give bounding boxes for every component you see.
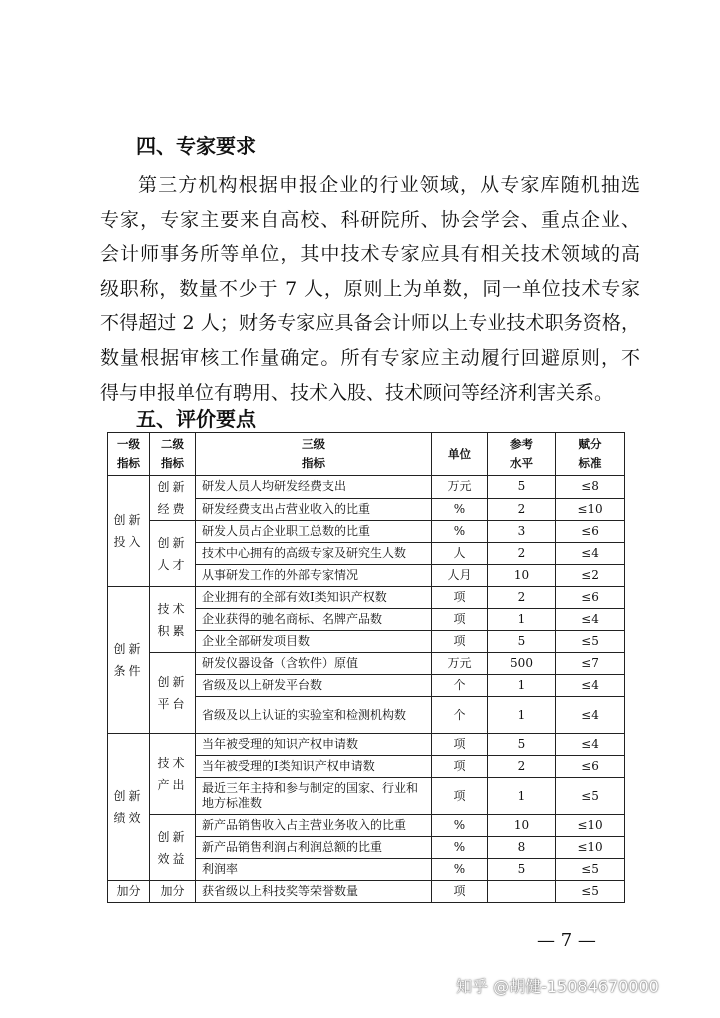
indicator-score: ≤6 bbox=[556, 756, 625, 778]
indicator-reference: 2 bbox=[488, 756, 556, 778]
table-row bbox=[108, 734, 625, 756]
indicator-name: 企业全部研发项目数 bbox=[196, 631, 432, 653]
indicator-name: 当年被受理的Ⅰ类知识产权申请数 bbox=[196, 756, 432, 778]
indicator-name: 研发经费支出占营业收入的比重 bbox=[196, 498, 432, 521]
indicator-score: ≤5 bbox=[556, 631, 625, 653]
paragraph-line: 数量根据审核工作量确定。所有专家应主动履行回避原则，不 bbox=[100, 346, 640, 369]
paragraph-line: 级职称，数量不少于 7 人，原则上为单数，同一单位技术专家 bbox=[100, 277, 640, 300]
level2-cell: 技术产出 bbox=[150, 734, 196, 815]
indicator-unit: 万元 bbox=[432, 476, 488, 499]
indicator-score: ≤10 bbox=[556, 815, 625, 837]
indicator-name: 当年被受理的知识产权申请数 bbox=[196, 734, 432, 756]
indicator-reference: 5 bbox=[488, 859, 556, 881]
level1-cell: 加分 bbox=[108, 881, 150, 903]
indicator-reference: 2 bbox=[488, 587, 556, 609]
indicator-unit: 个 bbox=[432, 675, 488, 697]
indicator-name: 研发人员占企业职工总数的比重 bbox=[196, 521, 432, 543]
indicator-score: ≤4 bbox=[556, 609, 625, 631]
indicator-score: ≤4 bbox=[556, 543, 625, 565]
indicator-unit: % bbox=[432, 837, 488, 859]
indicator-name: 研发仪器设备（含软件）原值 bbox=[196, 653, 432, 675]
table-row bbox=[108, 815, 625, 837]
header-score-standard: 赋分 标准 bbox=[556, 433, 625, 476]
indicator-reference: 5 bbox=[488, 631, 556, 653]
indicator-name: 企业获得的驰名商标、名牌产品数 bbox=[196, 609, 432, 631]
indicator-unit: 个 bbox=[432, 697, 488, 734]
indicator-name: 获省级以上科技奖等荣誉数量 bbox=[196, 881, 432, 903]
indicator-unit: 项 bbox=[432, 631, 488, 653]
level1-cell: 创新投入 bbox=[108, 476, 150, 587]
indicator-reference: 1 bbox=[488, 778, 556, 815]
indicator-score: ≤5 bbox=[556, 859, 625, 881]
paragraph-line: 专家，专家主要来自高校、科研院所、协会学会、重点企业、 bbox=[100, 208, 640, 231]
indicator-unit: 人 bbox=[432, 543, 488, 565]
indicator-reference: 5 bbox=[488, 476, 556, 499]
page-number: — 7 — bbox=[537, 930, 596, 951]
table-row bbox=[108, 521, 625, 543]
indicator-reference: 1 bbox=[488, 697, 556, 734]
level2-cell: 创新经费 bbox=[150, 476, 196, 521]
indicator-reference: 8 bbox=[488, 837, 556, 859]
indicator-unit: 项 bbox=[432, 587, 488, 609]
indicator-reference: 1 bbox=[488, 609, 556, 631]
indicator-score: ≤8 bbox=[556, 476, 625, 499]
level2-cell: 技术积累 bbox=[150, 587, 196, 653]
indicator-reference: 10 bbox=[488, 565, 556, 587]
indicator-score: ≤10 bbox=[556, 837, 625, 859]
section-heading-expert-requirements: 四、专家要求 bbox=[136, 134, 256, 158]
indicator-reference: 10 bbox=[488, 815, 556, 837]
level2-cell: 创新人才 bbox=[150, 521, 196, 587]
indicator-score: ≤4 bbox=[556, 675, 625, 697]
indicator-reference: 5 bbox=[488, 734, 556, 756]
indicator-name: 新产品销售收入占主营业务收入的比重 bbox=[196, 815, 432, 837]
paragraph-line: 不得超过 2 人；财务专家应具备会计师以上专业技术职务资格， bbox=[100, 312, 640, 335]
evaluation-table bbox=[107, 432, 625, 903]
indicator-unit: 人月 bbox=[432, 565, 488, 587]
level2-cell: 创新平台 bbox=[150, 653, 196, 734]
indicator-reference: 500 bbox=[488, 653, 556, 675]
indicator-name: 利润率 bbox=[196, 859, 432, 881]
indicator-unit: % bbox=[432, 521, 488, 543]
header-reference-level: 参考 水平 bbox=[488, 433, 556, 476]
header-unit: 单位 bbox=[432, 433, 488, 476]
indicator-score: ≤4 bbox=[556, 734, 625, 756]
paragraph-line: 会计师事务所等单位，其中技术专家应具有相关技术领域的高 bbox=[100, 243, 640, 266]
indicator-name: 最近三年主持和参与制定的国家、行业和地方标准数 bbox=[196, 778, 432, 815]
indicator-unit: % bbox=[432, 815, 488, 837]
indicator-unit: 项 bbox=[432, 734, 488, 756]
indicator-score: ≤6 bbox=[556, 587, 625, 609]
indicator-name: 企业拥有的全部有效Ⅰ类知识产权数 bbox=[196, 587, 432, 609]
indicator-reference bbox=[488, 881, 556, 903]
indicator-score: ≤4 bbox=[556, 697, 625, 734]
indicator-reference: 2 bbox=[488, 543, 556, 565]
header-level2: 二级 指标 bbox=[150, 433, 196, 476]
header-level3: 三级 指标 bbox=[196, 433, 432, 476]
indicator-unit: 项 bbox=[432, 778, 488, 815]
indicator-score: ≤5 bbox=[556, 881, 625, 903]
header-level1: 一级 指标 bbox=[108, 433, 150, 476]
level2-cell: 加分 bbox=[150, 881, 196, 903]
indicator-unit: 项 bbox=[432, 609, 488, 631]
indicator-name: 省级及以上研发平台数 bbox=[196, 675, 432, 697]
indicator-name: 研发人员人均研发经费支出 bbox=[196, 476, 432, 499]
indicator-score: ≤6 bbox=[556, 521, 625, 543]
indicator-score: ≤2 bbox=[556, 565, 625, 587]
indicator-name: 新产品销售利润占利润总额的比重 bbox=[196, 837, 432, 859]
paragraph-line: 得与申报单位有聘用、技术入股、技术顾问等经济利害关系。 bbox=[100, 381, 614, 404]
level1-cell: 创新绩效 bbox=[108, 734, 150, 881]
indicator-reference: 1 bbox=[488, 675, 556, 697]
indicator-score: ≤10 bbox=[556, 498, 625, 521]
indicator-unit: 项 bbox=[432, 881, 488, 903]
indicator-unit: % bbox=[432, 498, 488, 521]
indicator-name: 从事研发工作的外部专家情况 bbox=[196, 565, 432, 587]
indicator-unit: % bbox=[432, 859, 488, 881]
paragraph-line: 第三方机构根据申报企业的行业领域，从专家库随机抽选 bbox=[138, 174, 640, 196]
indicator-name: 技术中心拥有的高级专家及研究生人数 bbox=[196, 543, 432, 565]
indicator-unit: 万元 bbox=[432, 653, 488, 675]
level2-cell: 创新效益 bbox=[150, 815, 196, 881]
watermark: 知乎 @胡健-15084670000 bbox=[456, 977, 659, 996]
indicator-reference: 3 bbox=[488, 521, 556, 543]
indicator-score: ≤5 bbox=[556, 778, 625, 815]
indicator-reference: 2 bbox=[488, 498, 556, 521]
table-row bbox=[108, 476, 625, 499]
expert-requirements-paragraph bbox=[100, 168, 640, 410]
level1-cell: 创新条件 bbox=[108, 587, 150, 734]
indicator-score: ≤7 bbox=[556, 653, 625, 675]
table-row bbox=[108, 653, 625, 675]
indicator-unit: 项 bbox=[432, 756, 488, 778]
table-header-row bbox=[108, 433, 625, 476]
indicator-name: 省级及以上认证的实验室和检测机构数 bbox=[196, 697, 432, 734]
section-heading-evaluation-points: 五、评价要点 bbox=[136, 407, 256, 431]
table-row bbox=[108, 881, 625, 903]
table-row bbox=[108, 587, 625, 609]
